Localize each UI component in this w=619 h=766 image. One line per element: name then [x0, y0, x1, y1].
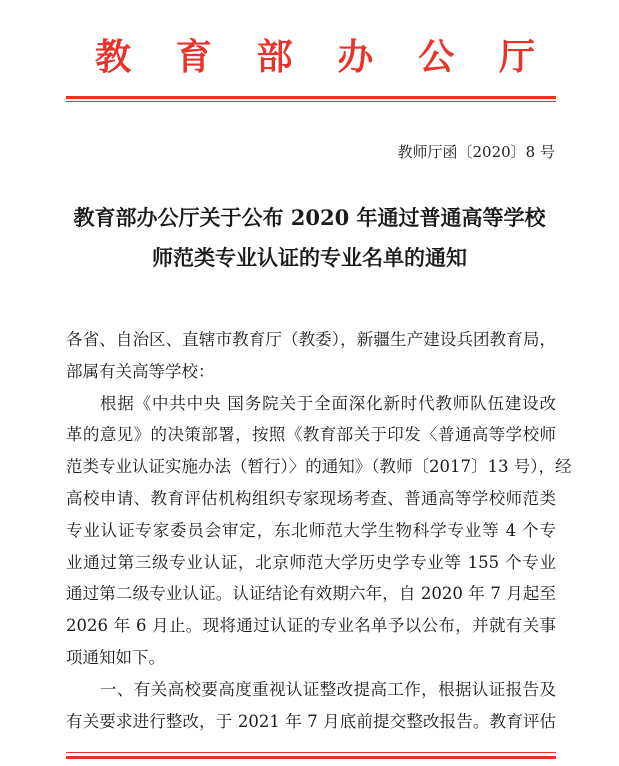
letterhead-char: 部 — [256, 36, 293, 78]
letterhead-char: 公 — [418, 36, 455, 78]
document-number: 教师厅函〔2020〕8 号 — [397, 143, 555, 161]
document-title-line: 师范类专业认证的专业名单的通知 — [152, 245, 467, 270]
letterhead-char: 教 — [95, 36, 132, 78]
document-title-line: 教育部办公厅关于公布 2020 年通过普通高等学校 — [73, 205, 546, 230]
footer-rule-thick — [66, 756, 556, 759]
body-line: 高校申请、教育评估机构组织专家现场考查、普通高等学校师范类 — [66, 489, 556, 508]
body-line: 部属有关高等学校： — [66, 361, 215, 381]
body-line: 一、有关高校要高度重视认证整改提高工作，根据认证报告及 — [100, 679, 556, 699]
body-line: 专业认证专家委员会审定，东北师范大学生物科学专业等 4 个专 — [66, 520, 556, 540]
letterhead-title — [95, 33, 535, 81]
body-line: 通过第二级专业认证。认证结论有效期六年，自 2020 年 7 月起至 — [66, 584, 556, 604]
body-line: 2026 年 6 月止。现将通过认证的专业名单予以公布，并就有关事 — [66, 616, 556, 636]
letterhead-char: 育 — [175, 36, 212, 78]
body-line: 项通知如下。 — [66, 648, 165, 667]
body-line: 业通过第三级专业认证，北京师范大学历史学专业等 155 个专业 — [66, 552, 556, 572]
body-line: 范类专业认证实施办法（暂行）〉的通知》（教师〔2017〕13 号），经 — [66, 457, 572, 477]
letterhead-rule-thick — [66, 96, 556, 99]
letterhead-rule-thin — [66, 101, 556, 102]
footer-rule-thin — [66, 752, 556, 753]
body-line: 根据《中共中央 国务院关于全面深化新时代教师队伍建设改 — [100, 393, 556, 413]
body-line: 有关要求进行整改，于 2021 年 7 月底前提交整改报告。教育评估 — [66, 711, 556, 731]
body-line: 革的意见》的决策部署，按照《教育部关于印发〈普通高等学校师 — [66, 425, 556, 445]
letterhead-char: 办 — [337, 36, 374, 78]
body-line: 各省、自治区、直辖市教育厅（教委），新疆生产建设兵团教育局， — [66, 330, 556, 349]
letterhead-char: 厅 — [498, 36, 535, 78]
